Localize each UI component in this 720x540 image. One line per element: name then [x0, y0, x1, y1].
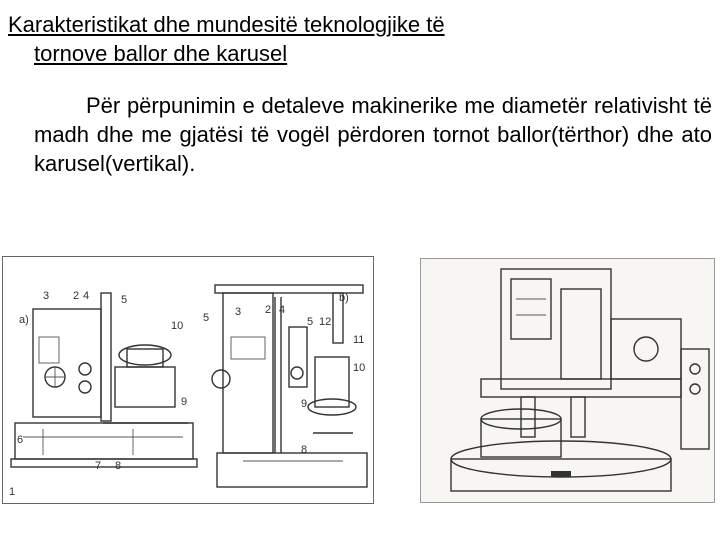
svg-text:9: 9: [301, 398, 308, 410]
svg-text:4: 4: [279, 304, 286, 316]
svg-text:5: 5: [203, 312, 210, 324]
svg-text:2: 2: [73, 290, 80, 302]
vertical-lathe-image: [420, 258, 715, 503]
svg-text:10: 10: [171, 320, 184, 332]
column-b: [223, 293, 273, 453]
svg-text:3: 3: [43, 290, 50, 302]
title-line-2: tornove ballor dhe karusel: [34, 41, 288, 66]
body-paragraph: [34, 91, 712, 178]
panel-a-label: a): [19, 314, 29, 326]
carriage-a: [115, 367, 175, 407]
bed-a: [15, 423, 193, 459]
svg-text:12: 12: [319, 316, 332, 328]
paragraph-text: Për përpunimin e detaleve makinerike me diametër relativisht të madh dhe me gjatësi të vogël përdoren tornot ballor(tërthor) dhe ato karusel(vertikal).: [34, 93, 712, 176]
svg-text:8: 8: [115, 460, 122, 472]
svg-text:5: 5: [121, 294, 128, 306]
faceplate-a: [101, 293, 111, 421]
svg-text:8: 8: [301, 444, 308, 456]
title-line-1: Karakteristikat dhe mundesitë teknologjike të: [8, 12, 445, 37]
slide-title: [8, 10, 713, 68]
svg-text:2: 2: [265, 304, 272, 316]
vertical-lathe-photo-icon: [421, 259, 714, 502]
svg-text:3: 3: [235, 306, 242, 318]
svg-text:7: 7: [95, 460, 102, 472]
svg-text:11: 11: [353, 334, 365, 346]
svg-text:6: 6: [17, 434, 24, 446]
svg-text:5: 5: [307, 316, 314, 328]
panel-b-label: b): [339, 292, 349, 304]
lathe-diagram-svg: [3, 257, 373, 503]
svg-text:1: 1: [9, 486, 16, 498]
svg-text:10: 10: [353, 362, 366, 374]
lathe-diagram-figure: [2, 256, 374, 504]
base-b: [217, 453, 367, 487]
svg-text:9: 9: [181, 396, 188, 408]
svg-text:4: 4: [83, 290, 90, 302]
